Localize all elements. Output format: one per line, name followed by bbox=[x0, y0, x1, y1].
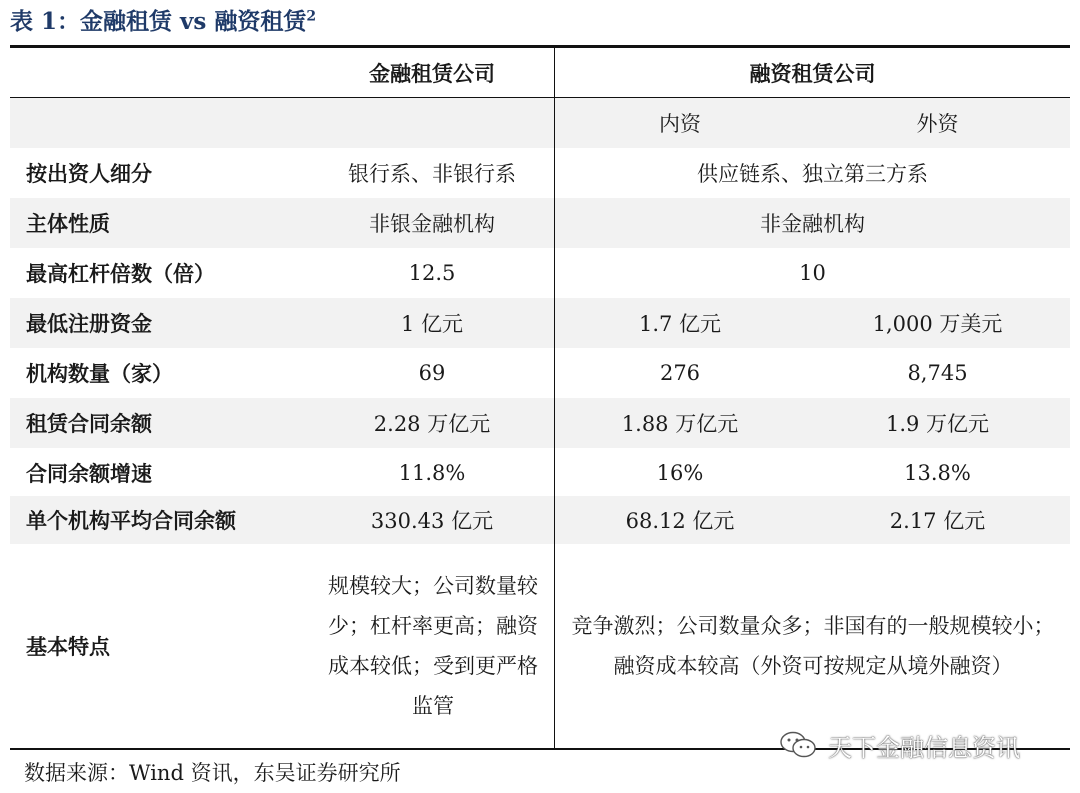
row-characteristics-finance: 规模较大；公司数量较少；杠杆率更高；融资成本较低；受到更严格监管 bbox=[328, 574, 538, 718]
wechat-icon bbox=[778, 730, 818, 760]
row-max-leverage-financing: 10 bbox=[799, 261, 826, 285]
row-institution-count-domestic: 276 bbox=[659, 361, 701, 385]
row-label-investor: 按出资人细分 bbox=[26, 161, 152, 186]
row-institution-count-foreign: 8,745 bbox=[907, 361, 968, 385]
watermark bbox=[778, 728, 1020, 762]
row-label-min-capital: 最低注册资金 bbox=[26, 311, 152, 336]
title-footnote: 2 bbox=[306, 8, 317, 25]
row-investor-financing: 供应链系、独立第三方系 bbox=[697, 162, 928, 186]
data-source: 数据来源：Wind 资讯，东吴证券研究所 bbox=[24, 761, 401, 785]
row-characteristics-financing: 竞争激烈；公司数量众多；非国有的一般规模较小；融资成本较高（外资可按规定从境外融资） bbox=[571, 614, 1055, 678]
header-financing-leasing: 融资租赁公司 bbox=[749, 61, 876, 86]
row-label-entity-nature: 主体性质 bbox=[26, 211, 110, 236]
row-balance-growth-finance: 11.8% bbox=[398, 461, 466, 485]
table-title: 表 1：金融租赁 vs 融资租赁$^2$ bbox=[10, 8, 317, 35]
row-avg-balance-finance: 330.43 亿元 bbox=[370, 509, 494, 533]
row-label-avg-balance: 单个机构平均合同余额 bbox=[26, 508, 236, 533]
row-balance-growth-domestic: 16% bbox=[656, 461, 704, 485]
row-max-leverage-finance: 12.5 bbox=[408, 261, 456, 285]
row-balance-growth-foreign: 13.8% bbox=[904, 461, 971, 485]
row-contract-balance-finance: 2.28 万亿元 bbox=[373, 412, 491, 436]
row-entity-nature-financing: 非金融机构 bbox=[760, 212, 865, 236]
watermark-text: 天下金融信息资讯 bbox=[828, 733, 1020, 762]
row-label-balance-growth: 合同余额增速 bbox=[26, 461, 152, 486]
row-min-capital-foreign: 1,000 万美元 bbox=[872, 312, 1003, 336]
subheader-foreign: 外资 bbox=[916, 112, 959, 136]
row-entity-nature-finance: 非银金融机构 bbox=[369, 212, 495, 236]
row-contract-balance-domestic: 1.88 万亿元 bbox=[621, 412, 739, 436]
row-avg-balance-domestic: 68.12 亿元 bbox=[625, 509, 735, 533]
row-avg-balance-foreign: 2.17 亿元 bbox=[889, 509, 986, 533]
row-min-capital-finance: 1 亿元 bbox=[400, 312, 464, 336]
row-min-capital-domestic: 1.7 亿元 bbox=[638, 312, 722, 336]
row-label-characteristics: 基本特点 bbox=[26, 634, 110, 659]
row-investor-finance: 银行系、非银行系 bbox=[348, 162, 516, 186]
subheader-domestic: 内资 bbox=[659, 112, 701, 136]
column-divider bbox=[554, 48, 555, 748]
row-institution-count-finance: 69 bbox=[418, 361, 446, 385]
row-label-max-leverage: 最高杠杆倍数（倍） bbox=[26, 261, 215, 286]
header-finance-leasing: 金融租赁公司 bbox=[369, 61, 495, 86]
row-label-institution-count: 机构数量（家） bbox=[26, 361, 173, 386]
row-contract-balance-foreign: 1.9 万亿元 bbox=[885, 412, 990, 436]
row-label-contract-balance: 租赁合同余额 bbox=[26, 411, 152, 436]
